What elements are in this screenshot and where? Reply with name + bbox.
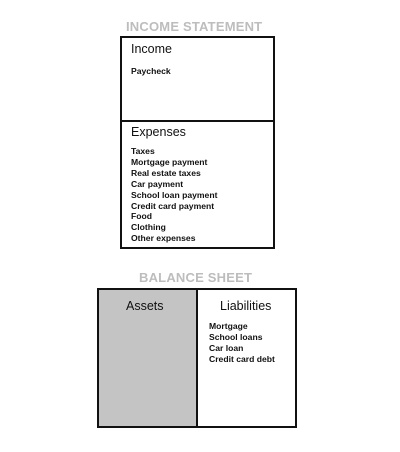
income-statement-title: INCOME STATEMENT — [126, 19, 263, 34]
liability-item: School loans — [209, 331, 263, 342]
expenses-items-list — [131, 146, 217, 244]
expense-item: Clothing — [131, 222, 166, 233]
balance-sheet-box — [97, 288, 297, 428]
expense-item: Car payment — [131, 178, 184, 189]
liabilities-items-list — [209, 321, 275, 365]
liability-item: Credit card debt — [209, 353, 275, 364]
income-statement-box — [120, 36, 275, 249]
expenses-heading: Expenses — [131, 125, 186, 139]
expense-item: Real estate taxes — [131, 167, 201, 178]
expense-item: Credit card payment — [131, 200, 215, 211]
expense-item: Mortgage payment — [131, 156, 208, 167]
expense-item: Taxes — [131, 146, 155, 156]
assets-heading: Assets — [126, 299, 164, 313]
income-items-list — [131, 66, 171, 77]
income-expenses-divider — [122, 120, 273, 122]
liabilities-heading: Liabilities — [220, 299, 272, 313]
expense-item: Other expenses — [131, 233, 196, 244]
balance-sheet-title: BALANCE SHEET — [139, 270, 253, 285]
liability-item: Mortgage — [209, 321, 248, 331]
income-item: Paycheck — [131, 66, 171, 76]
expense-item: Food — [131, 211, 152, 222]
expense-item: School loan payment — [131, 189, 218, 200]
income-heading: Income — [131, 42, 172, 56]
liability-item: Car loan — [209, 342, 244, 353]
